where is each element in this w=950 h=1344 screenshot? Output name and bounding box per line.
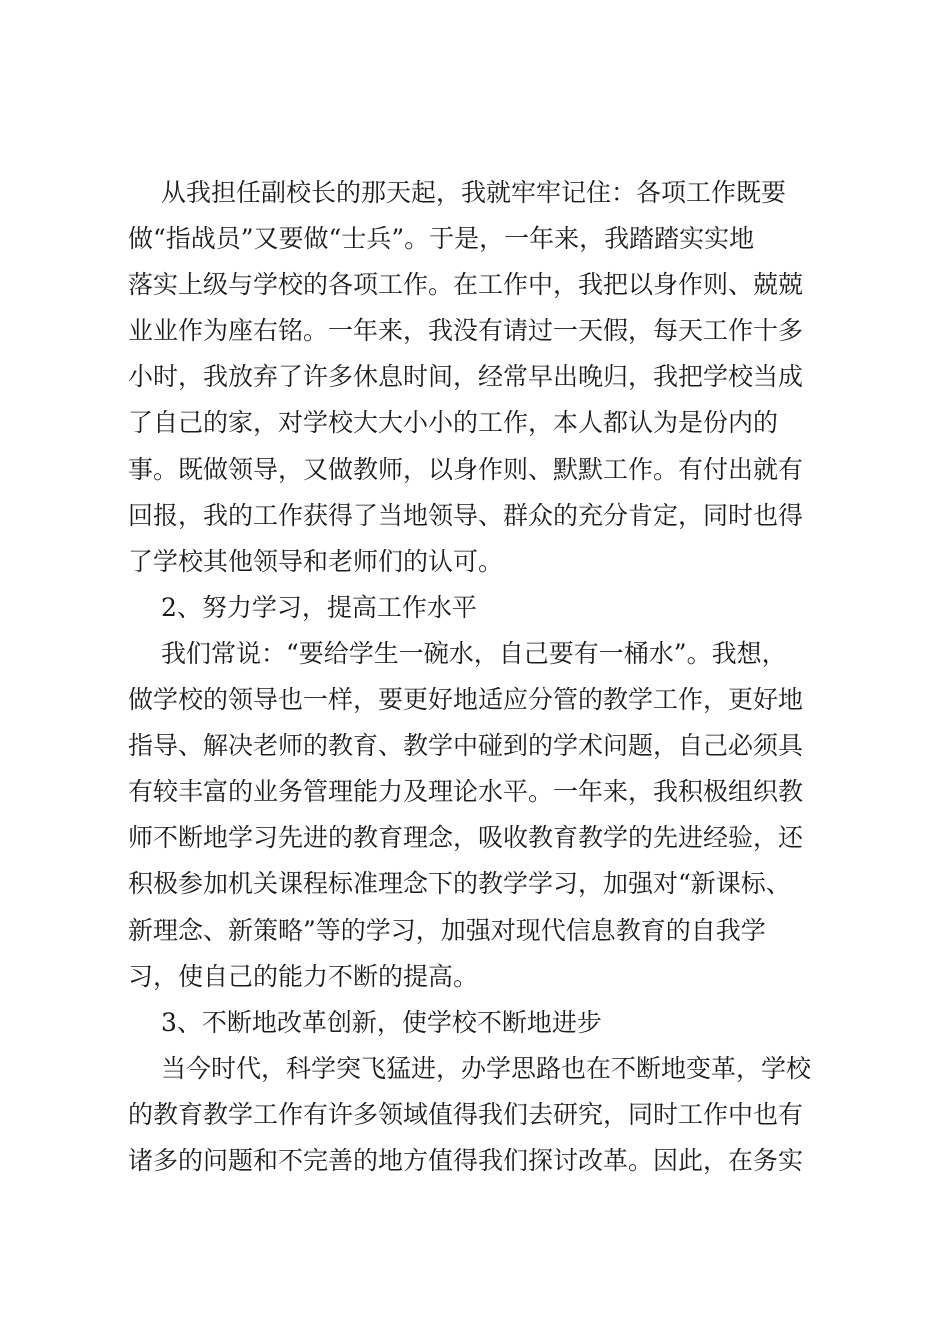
- paragraph-line: 做学校的领导也一样，要更好地适应分管的教学工作，更好地: [128, 685, 804, 715]
- section-heading: 2、努力学习，提高工作水平: [161, 592, 477, 622]
- paragraph-line: 事。既做领导，又做教师，以身作则、默默工作。有付出就有: [128, 454, 804, 484]
- paragraph-line: 了学校其他领导和老师们的认可。: [128, 546, 504, 576]
- paragraph-line: 落实上级与学校的各项工作。在工作中，我把以身作则、兢兢: [128, 270, 804, 300]
- paragraph-line: 了自己的家，对学校大大小小的工作，本人都认为是份内的: [128, 408, 779, 438]
- paragraph-line: 新理念、新策略”等的学习，加强对现代信息教育的自我学: [128, 915, 766, 945]
- section-heading: 3、不断地改革创新，使学校不断地进步: [161, 1007, 602, 1037]
- paragraph-line: 诸多的问题和不完善的地方值得我们探讨改革。因此，在务实: [128, 1145, 804, 1175]
- paragraph-line: 小时，我放弃了许多休息时间，经常早出晚归，我把学校当成: [128, 362, 804, 392]
- paragraph-line: 我们常说：“要给学生一碗水，自己要有一桶水”。我想，: [161, 638, 787, 668]
- paragraph-line: 回报，我的工作获得了当地领导、群众的充分肯定，同时也得: [128, 500, 804, 530]
- paragraph-line: 有较丰富的业务管理能力及理论水平。一年来，我积极组织教: [128, 777, 804, 807]
- paragraph-line: 指导、解决老师的教育、教学中碰到的学术问题，自己必须具: [128, 731, 804, 761]
- document-body: [128, 170, 828, 1184]
- paragraph-line: 从我担任副校长的那天起，我就牢牢记住：各项工作既要: [161, 178, 787, 207]
- paragraph-line: 的教育教学工作有许多领域值得我们去研究，同时工作中也有: [128, 1099, 804, 1129]
- paragraph-line: 做“指战员”又要做“士兵”。于是，一年来，我踏踏实实地: [128, 224, 755, 254]
- paragraph-line: 积极参加机关课程标准理念下的教学学习，加强对“新课标、: [128, 869, 791, 899]
- paragraph-line: 习，使自己的能力不断的提高。: [128, 961, 479, 991]
- paragraph-line: 业业作为座右铭。一年来，我没有请过一天假，每天工作十多: [128, 316, 804, 346]
- paragraph-line: 师不断地学习先进的教育理念，吸收教育教学的先进经验，还: [128, 823, 804, 853]
- paragraph-line: 当今时代，科学突飞猛进，办学思路也在不断地变革，学校: [161, 1053, 812, 1083]
